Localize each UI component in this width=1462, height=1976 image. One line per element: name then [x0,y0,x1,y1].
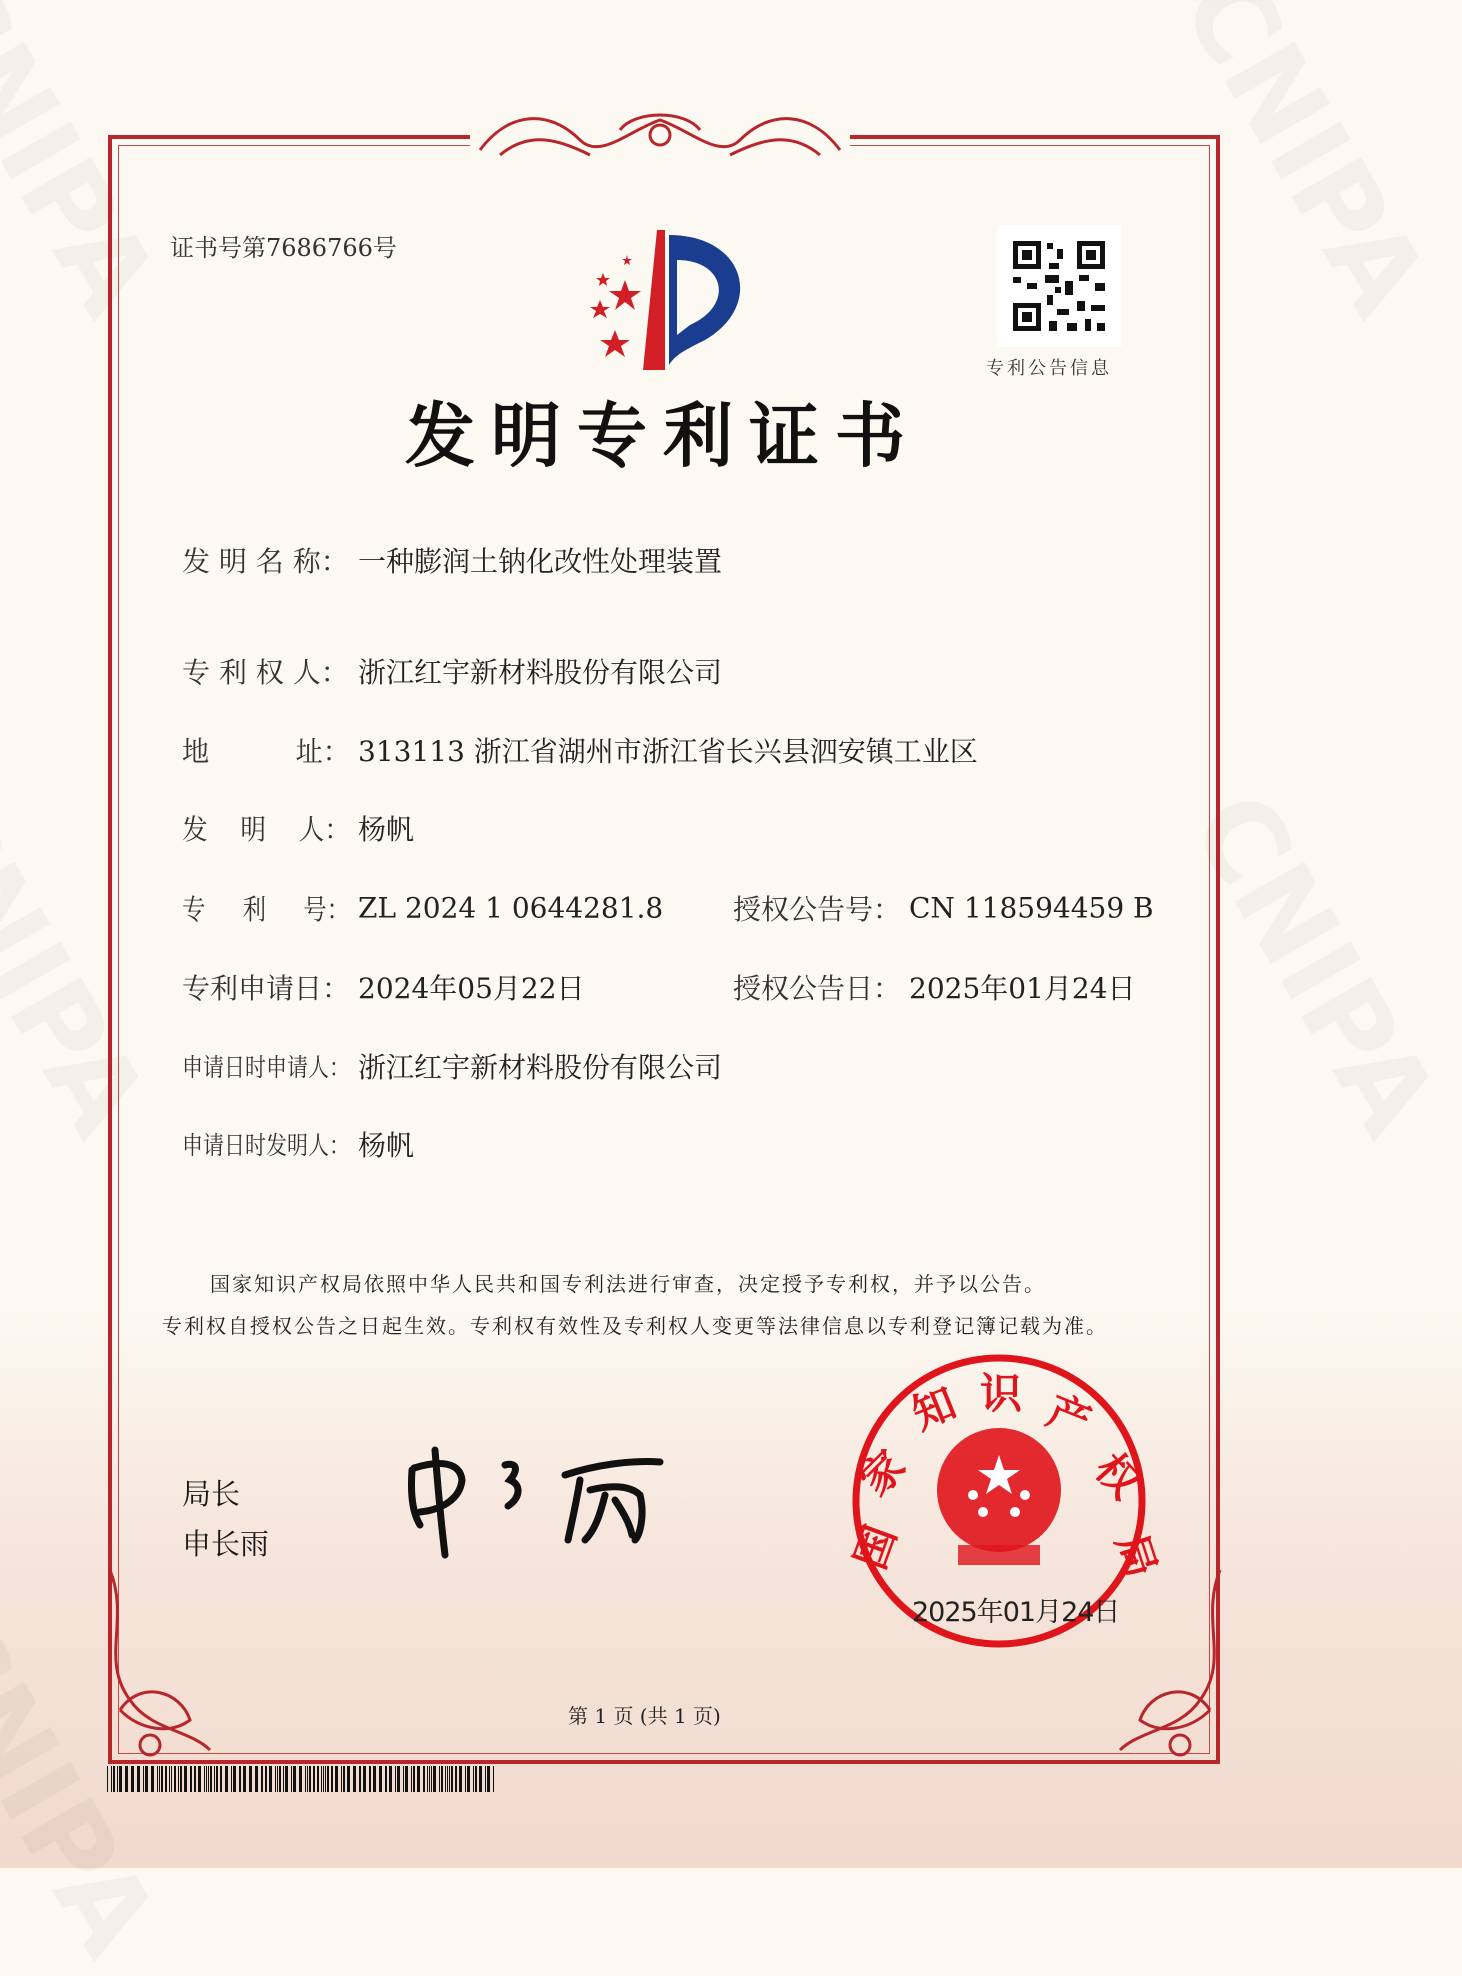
barcode-bar [111,1766,112,1792]
patent-number-value: ZL 2024 1 0644281.8 [358,891,664,925]
grant-pub-number-label-text: 授权公告号： [733,893,902,926]
barcode-bar [445,1766,446,1792]
barcode-bar [157,1766,158,1792]
barcode-bar [239,1766,241,1792]
svg-text:权: 权 [1085,1443,1151,1508]
barcode-bar [119,1766,122,1792]
signatory-name: 申长雨 [182,1527,270,1561]
svg-text:国: 国 [845,1519,906,1576]
barcode-bar [291,1766,292,1792]
barcode-bar [145,1766,148,1792]
inventor-value: 杨帆 [358,813,415,846]
barcode-bar [385,1766,387,1792]
barcode-bar [327,1766,329,1792]
barcode-bar [439,1766,440,1792]
barcode-bar [206,1766,207,1792]
patentee-value: 浙江红宇新材料股份有限公司 [358,656,723,689]
statement-line-2: 专利权自授权公告之日起生效。专利权有效性及专利权人变更等法律信息以专利登记簿记载为准。 [162,1314,1108,1338]
filing-date-value: 2024年05月22日 [358,972,585,1005]
cnipa-logo-icon [565,225,765,375]
barcode-bar [210,1766,212,1792]
barcode-bar [347,1766,350,1792]
barcode-bar [455,1766,457,1792]
invention-name-value: 一种膨润土钠化改性处理装置 [358,545,723,578]
barcode-bar [379,1766,382,1792]
grant-pub-number-label [733,888,905,928]
barcode-bar [309,1766,311,1792]
barcode-bar [353,1766,356,1792]
barcode-bar [178,1766,179,1792]
barcode-bar [369,1766,371,1792]
barcode-bar [325,1766,326,1792]
barcode-bar [307,1766,308,1792]
barcode-bar [323,1766,324,1792]
barcode-bar [279,1766,281,1792]
grant-pub-date-label-text: 授权公告日： [733,972,902,1005]
barcode-bar [233,1766,236,1792]
barcode-bar [293,1766,296,1792]
barcode-bar [249,1766,252,1792]
corner-ornament-icon [100,1560,240,1770]
barcode-bar [397,1766,400,1792]
barcode-bar [487,1766,490,1792]
address-label [182,730,354,770]
barcode-bar [184,1766,187,1792]
barcode-bar [171,1766,172,1792]
inventor-label [182,808,354,848]
barcode-bar [447,1766,448,1792]
patent-number-label [182,888,354,928]
barcode-bar [417,1766,420,1792]
svg-text:识: 识 [980,1369,1023,1418]
barcode-bar [151,1766,154,1792]
barcode-bar [283,1766,284,1792]
barcode-bar [180,1766,182,1792]
invention-name-label [182,540,354,580]
barcode-bar [159,1766,160,1792]
barcode-bar [265,1766,267,1792]
barcode-bar [214,1766,215,1792]
statement-line-1: 国家知识产权局依照中华人民共和国专利法进行审查，决定授予专利权，并予以公告。 [210,1272,1046,1296]
barcode-bar [113,1766,115,1792]
barcode-bar [161,1766,163,1792]
barcode-bar [395,1766,396,1792]
qr-code-icon [997,225,1121,347]
barcode-bar [231,1766,232,1792]
filing-date-label-text: 专利申请日： [182,972,351,1005]
barcode-bar [359,1766,361,1792]
barcode-bar [204,1766,205,1792]
applicant-at-filing-label-text: 申请日时申请人： [182,1053,351,1082]
barcode-bar [389,1766,392,1792]
barcode-bar [198,1766,201,1792]
qr-caption: 专利公告信息 [986,358,1112,379]
applicant-at-filing-label [182,1048,354,1084]
inventor-at-filing-label-text: 申请日时发明人： [182,1131,351,1160]
barcode-bar [411,1766,412,1792]
barcode-bar [413,1766,415,1792]
inventor-label-text: 发 明 人： [182,813,351,846]
barcode-bar [335,1766,338,1792]
barcode-bar [305,1766,306,1792]
barcode-bar [194,1766,196,1792]
patentee-label [182,651,354,691]
barcode-bar [261,1766,263,1792]
signatory-title: 局长 [182,1477,241,1511]
barcode-bar [423,1766,425,1792]
grant-pub-date-value: 2025年01月24日 [909,972,1136,1005]
barcode-bar [321,1766,322,1792]
barcode-bar [255,1766,258,1792]
applicant-at-filing-value: 浙江红宇新材料股份有限公司 [358,1051,723,1084]
barcode-bar [465,1766,466,1792]
certificate-number: 证书号第7686766号 [170,234,397,262]
barcode-bar [403,1766,404,1792]
barcode-bar [313,1766,315,1792]
barcode-bar [107,1766,108,1792]
barcode-bar [431,1766,432,1792]
barcode-bar [429,1766,430,1792]
barcode-bar [343,1766,345,1792]
barcode-bar [277,1766,278,1792]
barcode-bar [216,1766,218,1792]
svg-text:知: 知 [905,1378,963,1440]
barcode-bar [137,1766,140,1792]
barcode-bar [190,1766,192,1792]
page-title: 发明专利证书 [405,395,921,477]
patentee-label-text: 专 利 权 人： [182,656,349,689]
barcode [107,1766,497,1792]
filing-date-label [182,967,354,1007]
svg-text:家: 家 [850,1440,915,1506]
top-ornament-icon [470,100,850,170]
barcode-bar [317,1766,319,1792]
svg-text:局: 局 [1106,1527,1167,1584]
barcode-bar [269,1766,272,1792]
barcode-bar [451,1766,453,1792]
invention-name-label-text: 发 明 名 称： [182,545,349,578]
barcode-bar [331,1766,333,1792]
barcode-bar [275,1766,276,1792]
barcode-bar [341,1766,342,1792]
barcode-bar [299,1766,302,1792]
barcode-bar [165,1766,167,1792]
barcode-bar [169,1766,170,1792]
address-value: 313113 浙江省湖州市浙江省长兴县泗安镇工业区 [358,735,978,768]
grant-pub-date-label [733,967,905,1007]
barcode-bar [373,1766,376,1792]
barcode-bar [467,1766,470,1792]
inventor-at-filing-value: 杨帆 [358,1129,415,1162]
inventor-at-filing-label [182,1126,354,1162]
qr-code[interactable] [997,225,1121,347]
barcode-bar [479,1766,482,1792]
barcode-bar [208,1766,209,1792]
seal-date: 2025年01月24日 [912,1597,1120,1628]
barcode-bar [427,1766,428,1792]
barcode-bar [433,1766,436,1792]
barcode-bar [405,1766,408,1792]
barcode-bar [473,1766,474,1792]
barcode-bar [131,1766,134,1792]
barcode-bar [174,1766,176,1792]
address-label-text: 地 址： [182,735,350,768]
barcode-bar [225,1766,228,1792]
barcode-bar [449,1766,450,1792]
barcode-bar [493,1766,494,1792]
barcode-bar [485,1766,486,1792]
barcode-bar [363,1766,366,1792]
patent-number-label-text: 专 利 号： [182,893,351,926]
barcode-bar [143,1766,144,1792]
barcode-bar [475,1766,477,1792]
barcode-bar [220,1766,222,1792]
barcode-bar [285,1766,288,1792]
svg-text:产: 产 [1040,1385,1098,1448]
barcode-bar [459,1766,462,1792]
grant-pub-number-value: CN 118594459 B [909,891,1154,925]
barcode-bar [243,1766,246,1792]
barcode-bar [441,1766,443,1792]
handwritten-signature [400,1440,690,1560]
page-indicator: 第 1 页 (共 1 页) [568,1704,721,1728]
barcode-bar [117,1766,118,1792]
barcode-bar [125,1766,128,1792]
